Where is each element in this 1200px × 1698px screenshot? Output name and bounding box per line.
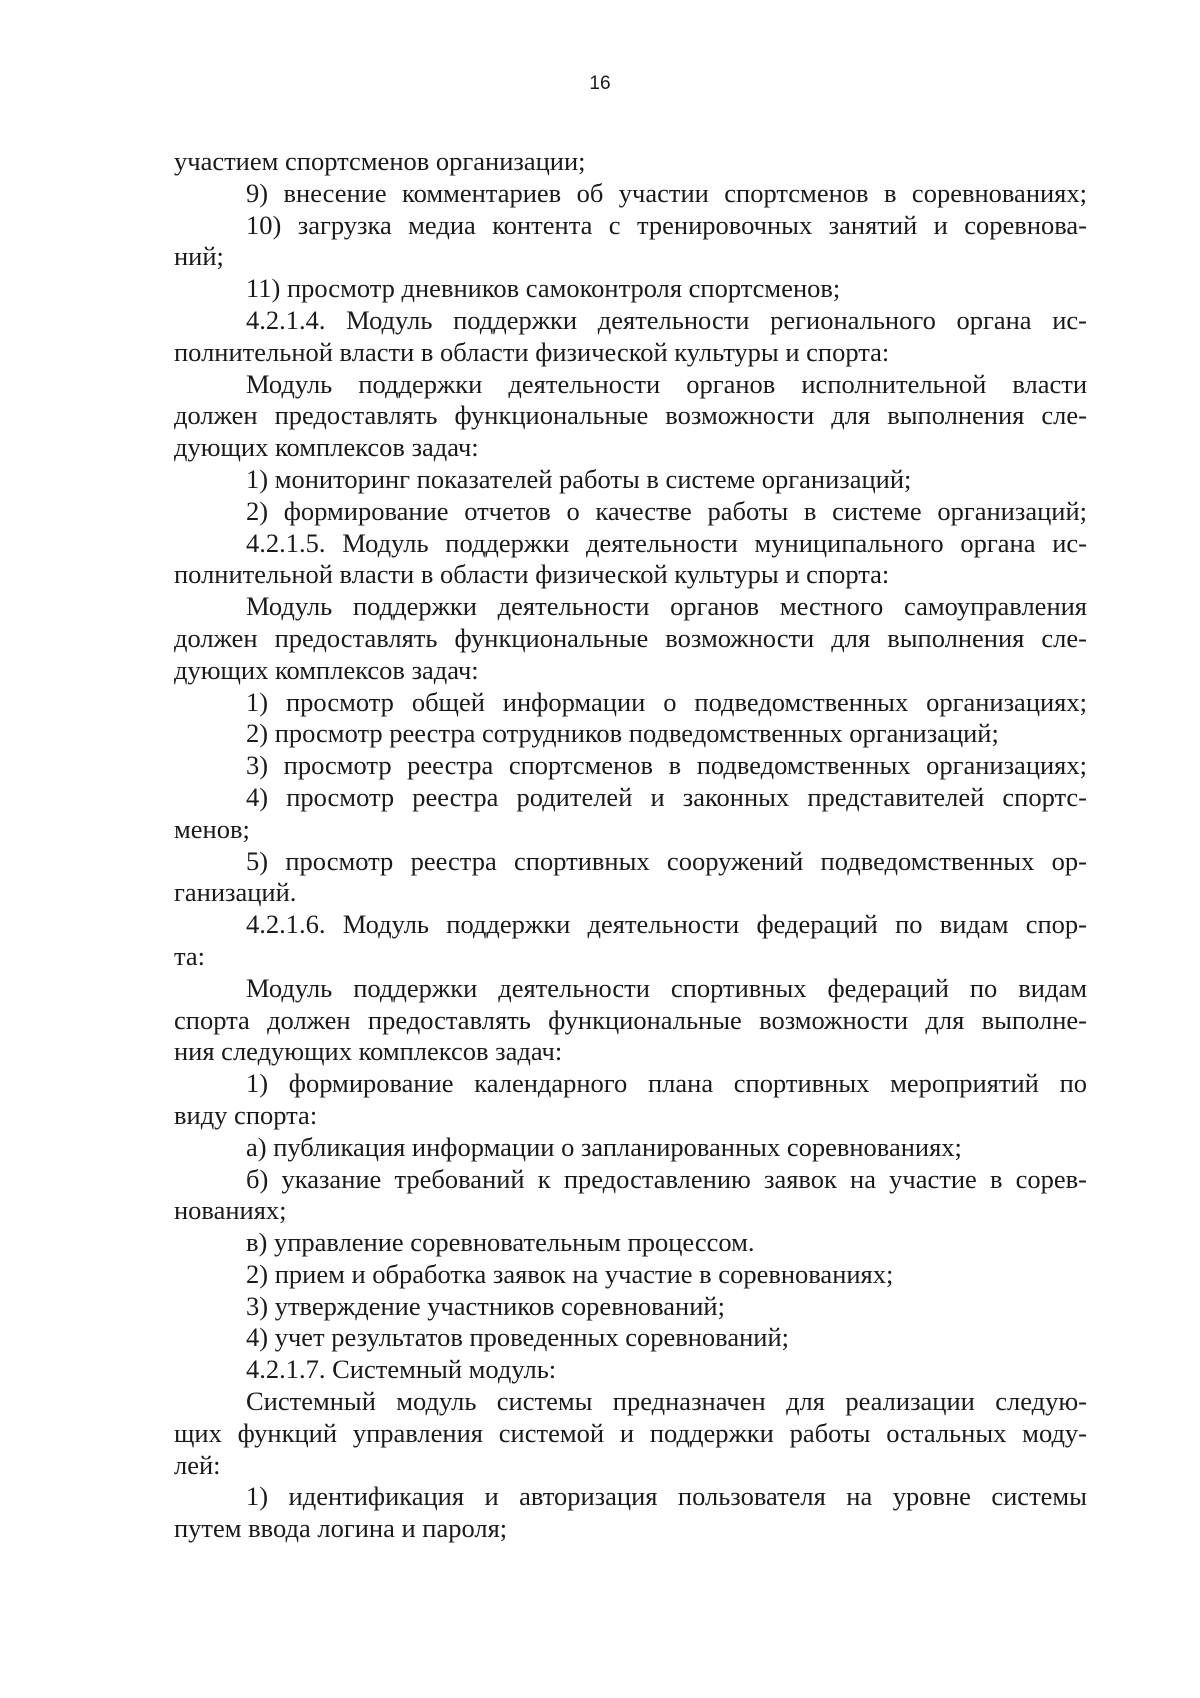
text-line: та: (174, 940, 206, 971)
text-line: 4.2.1.6. Модуль поддержки деятельности федераций по видам спор- (246, 909, 1087, 940)
text-line: 11) просмотр дневников самоконтроля спортсменов; (246, 273, 841, 304)
text-line: участием спортсменов организации; (174, 146, 586, 176)
text-line: Системный модуль системы предназначен для реализации следую- (246, 1386, 1087, 1417)
text-line: виду спорта: (174, 1099, 318, 1130)
text-line: Модуль поддержки деятельности органов исполнительной власти (246, 368, 1087, 399)
text-line: 5) просмотр реестра спортивных сооружений подведомственных ор- (246, 845, 1087, 876)
text-line: 3) утверждение участников соревнований; (246, 1290, 725, 1321)
text-line: нованиях; (174, 1195, 287, 1226)
text-line: должен предоставлять функциональные возможности для выполнения сле- (174, 622, 1087, 653)
text-line: щих функций управления системой и поддержки работы остальных моду- (174, 1417, 1087, 1448)
text-line: а) публикация информации о запланированных соревнованиях; (246, 1131, 962, 1162)
page-number: 16 (589, 73, 611, 94)
text-line: должен предоставлять функциональные возможности для выполнения сле- (174, 400, 1087, 431)
text-line: б) указание требований к предоставлению заявок на участие в сорев- (246, 1163, 1087, 1194)
document-body (174, 146, 1087, 1545)
text-line: дующих комплексов задач: (174, 654, 479, 685)
text-line: лей: (174, 1449, 221, 1480)
text-line: менов; (174, 813, 250, 844)
text-line: 4.2.1.5. Модуль поддержки деятельности муниципального органа ис- (246, 527, 1087, 558)
text-line: спорта должен предоставлять функциональные возможности для выполне- (174, 1004, 1087, 1035)
text-line: ганизаций. (174, 877, 297, 908)
text-line: путем ввода логина и пароля; (174, 1513, 508, 1544)
text-line: 2) прием и обработка заявок на участие в соревнованиях; (246, 1258, 894, 1289)
text-line: ния следующих комплексов задач: (174, 1036, 563, 1067)
text-line: 4.2.1.7. Системный модуль: (246, 1354, 557, 1385)
text-line: ний; (174, 241, 224, 272)
text-line: полнительной власти в области физической культуры и спорта: (174, 336, 890, 367)
text-line: 1) идентификация и авторизация пользователя на уровне системы (246, 1481, 1087, 1512)
text-line: Модуль поддержки деятельности спортивных федераций по видам (246, 972, 1087, 1003)
text-line: 2) просмотр реестра сотрудников подведомственных организаций; (246, 718, 999, 749)
text-line: 1) мониторинг показателей работы в системе организаций; (246, 463, 912, 494)
text-line: дующих комплексов задач: (174, 432, 479, 463)
text-line: 2) формирование отчетов о качестве работы в системе организаций; (246, 495, 1087, 526)
text-line: 4) просмотр реестра родителей и законных представителей спортс- (246, 781, 1087, 812)
text-line: 10) загрузка медиа контента с тренировочных занятий и соревнова- (246, 209, 1087, 240)
text-line: 3) просмотр реестра спортсменов в подведомственных организациях; (246, 750, 1087, 781)
text-line: 4) учет результатов проведенных соревнований; (246, 1322, 790, 1353)
text-line: 1) формирование календарного плана спортивных мероприятий по (246, 1068, 1087, 1099)
text-line: Модуль поддержки деятельности органов местного самоуправления (246, 591, 1087, 622)
text-line: в) управление соревновательным процессом. (246, 1227, 755, 1258)
text-line: полнительной власти в области физической культуры и спорта: (174, 559, 890, 590)
text-line: 9) внесение комментариев об участии спортсменов в соревнованиях; (246, 177, 1087, 208)
text-line: 4.2.1.4. Модуль поддержки деятельности регионального органа ис- (246, 304, 1087, 335)
text-line: 1) просмотр общей информации о подведомственных организациях; (246, 686, 1087, 717)
